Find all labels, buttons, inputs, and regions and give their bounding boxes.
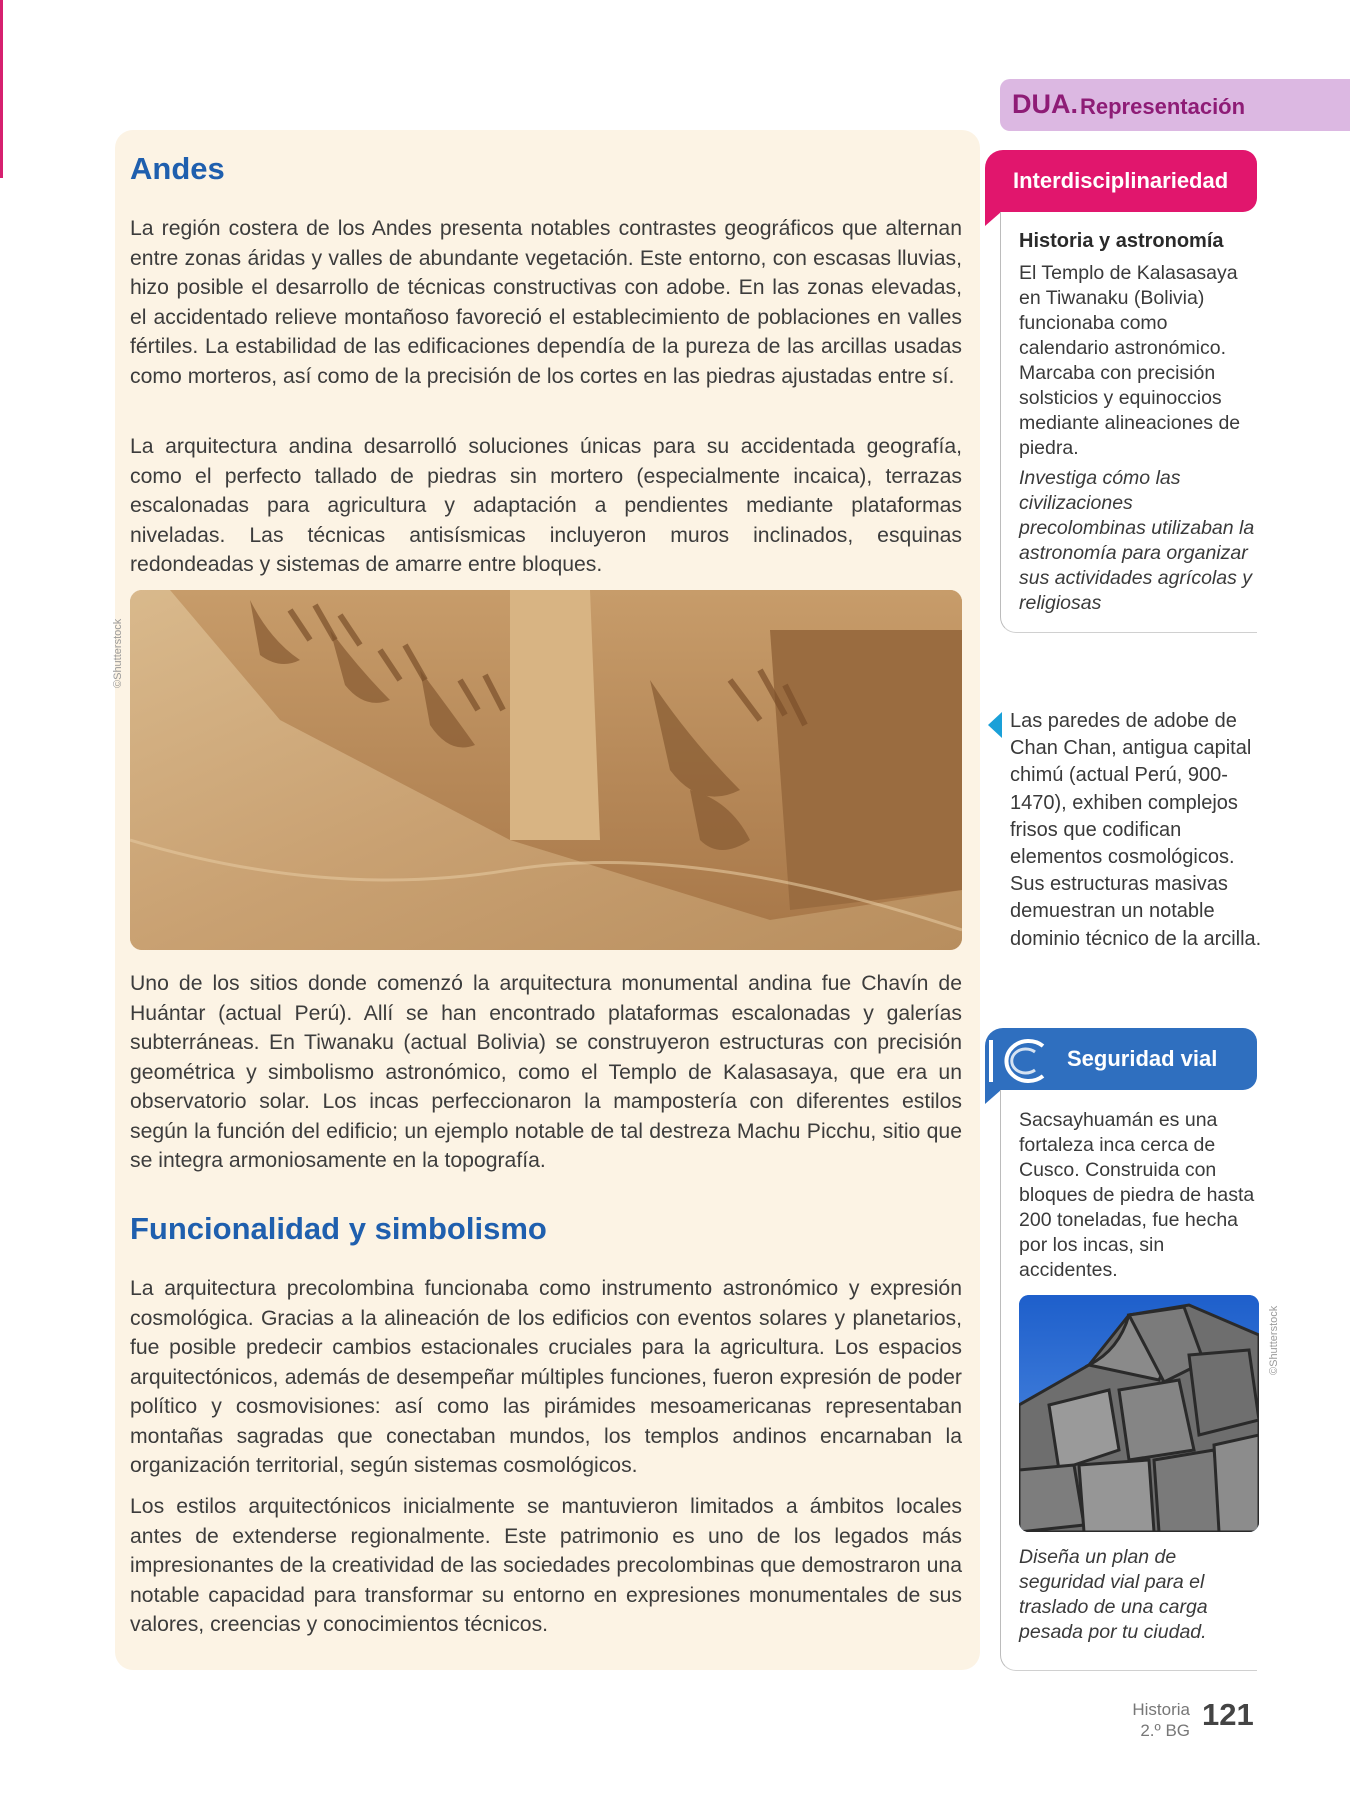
footer-grade: 2.º BG — [1140, 1721, 1190, 1740]
dua-header — [1000, 79, 1350, 131]
paragraph: La arquitectura precolombina funcionaba como instrumento astronómico y expresión cosmológica. Gracias a la alineación de los edificios con eventos solares y planetarios, fue posible predecir cambios estacionales cruciales para la agricultura. Los espacios arquitectónicos, además de desempeñar múltiples funciones, fueron expresión de poder político y cosmovisiones: así como las pirámides mesoamericanas representaban montañas sagradas que conectaban mundos, los templos andinos encarnaban la organización territorial, según sistemas cosmológicos. — [130, 1277, 962, 1477]
margin-accent-bar — [0, 0, 3, 178]
tab-corner — [985, 212, 1001, 226]
seguridad-vial-body: Sacsayhuamán es una fortaleza inca cerca de Cusco. Construida con bloques de piedra de hasta 200 toneladas, fue hecha por los incas, sin accidentes. — [1019, 1109, 1255, 1281]
adobe-frieze-photo — [130, 590, 962, 950]
paragraph: La región costera de los Andes presenta notables contrastes geográficos que alternan entre zonas áridas y valles de abundante vegetación. Este entorno, con escasas lluvias, hizo posible el desarrollo de técnicas constructivas con adobe. En las zonas elevadas, el accidentado relieve montañoso favoreció el establecimiento de poblaciones en valles fértiles. La estabilidad de las edificaciones dependía de la pureza de las arcillas usadas como morteros, así como de la precisión de los cortes en las piedras ajustadas entre sí. — [130, 217, 962, 388]
interdisciplinariedad-body: El Templo de Kalasasaya en Tiwanaku (Bolivia) funcionaba como calendario astronómico. Marcaba con precisión solsticios y equinoccios mediante alineaciones de piedra. — [1019, 262, 1241, 459]
seguridad-vial-prompt: Diseña un plan de seguridad vial para el traslado de una carga pesada por tu ciudad. — [1019, 1546, 1208, 1643]
page-number: 121 — [1202, 1697, 1254, 1732]
paragraph: Los estilos arquitectónicos inicialmente se mantuvieron limitados a ámbitos locales antes de extenderse regionalmente. Este patrimonio es uno de los legados más impresionantes de la creatividad de las sociedades precolombinas que demostraron una notable capacidad para transformar su entorno en expresiones monumentales de sus valores, creencias y conocimientos técnicos. — [130, 1495, 962, 1636]
seguridad-vial-tab-label: Seguridad vial — [1067, 1046, 1218, 1071]
section-title-funcionalidad: Funcionalidad y simbolismo — [130, 1211, 547, 1246]
ic-logo-icon — [985, 1036, 1049, 1086]
seguridad-vial-tab — [985, 1028, 1257, 1090]
sacsayhuaman-photo — [1019, 1295, 1259, 1532]
photo-credit: ©Shutterstock — [112, 618, 124, 688]
image-caption: Las paredes de adobe de Chan Chan, antigua capital chimú (actual Perú, 900-1470), exhiben complejos frisos que codifican elementos cosmológicos. Sus estructuras masivas demuestran un notable dominio técnico de la arcilla. — [1010, 710, 1262, 950]
dua-label: Representación — [1080, 94, 1246, 119]
photo-credit: ©Shutterstock — [1268, 1305, 1280, 1375]
tab-corner — [985, 1090, 1001, 1104]
interdisciplinariedad-title: Historia y astronomía — [1019, 230, 1224, 252]
paragraph: La arquitectura andina desarrolló soluciones únicas para su accidentada geografía, como el perfecto tallado de piedras sin mortero (especialmente incaica), terrazas escalonadas para agricultura y adaptación a pendientes mediante plataformas niveladas. Las técnicas antisísmicas incluyeron muros inclinados, esquinas redondeadas y sistemas de amarre entre bloques. — [130, 435, 962, 576]
paragraph: Uno de los sitios donde comenzó la arquitectura monumental andina fue Chavín de Huántar (actual Perú). Allí se han encontrado plataformas escalonadas y galerías subterráneas. En Tiwanaku (actual Bolivia) se construyeron estructuras con precisión geométrica y simbolismo astronómico, como el Templo de Kalasasaya, que era un observatorio solar. Los incas perfeccionaron la mampostería con diferentes estilos según la función del edificio; un ejemplo notable de tal destreza Machu Picchu, sitio que se integra armoniosamente en la topografía. — [130, 972, 962, 1172]
dua-prefix: DUA. — [1012, 89, 1078, 119]
footer-subject: Historia — [1132, 1700, 1190, 1719]
interdisciplinariedad-prompt: Investiga cómo las civilizaciones precolombinas utilizaban la astronomía para organizar sus actividades agrícolas y religiosas — [1019, 467, 1255, 614]
caption-pointer-icon — [988, 712, 1002, 738]
interdisciplinariedad-tab-label: Interdisciplinariedad — [1013, 168, 1229, 193]
section-title-andes: Andes — [130, 151, 225, 186]
interdisciplinariedad-tab — [985, 150, 1257, 212]
